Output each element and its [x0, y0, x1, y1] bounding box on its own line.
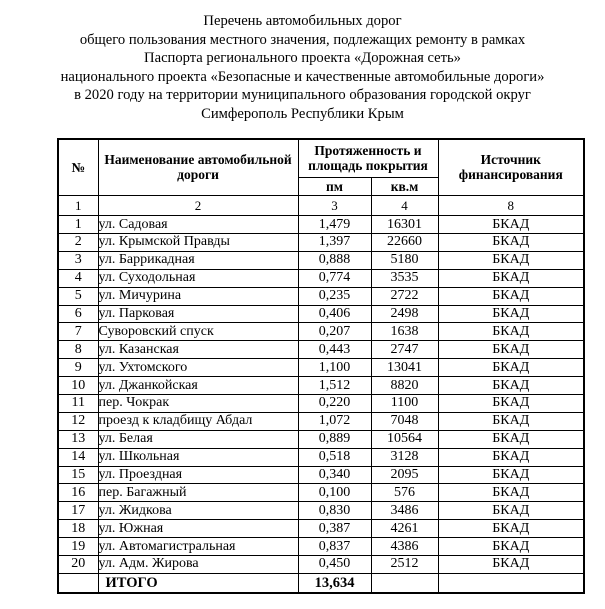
title-line: Симферополь Республики Крым: [201, 105, 404, 122]
funding-source: БКАД: [438, 341, 584, 359]
funding-source: БКАД: [438, 484, 584, 502]
total-row: [58, 573, 584, 593]
funding-source: БКАД: [438, 502, 584, 520]
table-row: [58, 287, 584, 305]
funding-source: БКАД: [438, 520, 584, 538]
row-number: 17: [58, 502, 98, 520]
road-name: проезд к кладбищу Абдал: [98, 412, 298, 430]
road-name: ул. Белая: [98, 430, 298, 448]
area-sqm: 22660: [371, 233, 438, 251]
area-sqm: 3535: [371, 269, 438, 287]
row-number: 1: [58, 216, 98, 234]
table-row: [58, 484, 584, 502]
table-row: [58, 251, 584, 269]
area-sqm: 13041: [371, 359, 438, 377]
row-number: 20: [58, 555, 98, 573]
area-sqm: 2095: [371, 466, 438, 484]
table-row: [58, 323, 584, 341]
area-sqm: 4386: [371, 538, 438, 556]
funding-source: БКАД: [438, 359, 584, 377]
title-line: национального проекта «Безопасные и качественные автомобильные дороги»: [60, 68, 545, 85]
area-sqm: 8820: [371, 377, 438, 395]
road-name: ул. Парковая: [98, 305, 298, 323]
funding-source: БКАД: [438, 538, 584, 556]
area-sqm: 2747: [371, 341, 438, 359]
row-number: 14: [58, 448, 98, 466]
title-line: Перечень автомобильных дорог: [203, 13, 402, 29]
length-pm: 0,830: [298, 502, 371, 520]
funding-source: БКАД: [438, 377, 584, 395]
funding-source: БКАД: [438, 555, 584, 573]
funding-source: БКАД: [438, 287, 584, 305]
document-title: [0, 0, 605, 124]
table-row: [58, 377, 584, 395]
table-row: [58, 359, 584, 377]
funding-source: БКАД: [438, 269, 584, 287]
row-number: 9: [58, 359, 98, 377]
table-row: [58, 502, 584, 520]
road-name: ул. Школьная: [98, 448, 298, 466]
title-line: в 2020 году на территории муниципального образования городской округ: [74, 87, 531, 104]
road-name: ул. Суходольная: [98, 269, 298, 287]
table-row: [58, 394, 584, 412]
row-number: 7: [58, 323, 98, 341]
row-number: 2: [58, 233, 98, 251]
road-name: ул. Мичурина: [98, 287, 298, 305]
row-number: 8: [58, 341, 98, 359]
col-header-pm: пм: [298, 178, 371, 196]
road-name: ул. Казанская: [98, 341, 298, 359]
funding-source: БКАД: [438, 305, 584, 323]
column-number: 4: [371, 196, 438, 216]
table-row: [58, 430, 584, 448]
title-line: Паспорта регионального проекта «Дорожная сеть»: [144, 50, 461, 67]
column-number: 3: [298, 196, 371, 216]
length-pm: 1,397: [298, 233, 371, 251]
roads-table: [57, 138, 585, 595]
length-pm: 0,443: [298, 341, 371, 359]
area-sqm: 2722: [371, 287, 438, 305]
length-pm: 0,100: [298, 484, 371, 502]
road-name: ул. Автомагистральная: [98, 538, 298, 556]
row-number: 4: [58, 269, 98, 287]
row-number: 11: [58, 394, 98, 412]
area-sqm: 16301: [371, 216, 438, 234]
road-name: ул. Ухтомского: [98, 359, 298, 377]
col-header-road-name: Наименование автомобильной дороги: [98, 139, 298, 196]
table-body: [58, 216, 584, 574]
area-sqm: 3486: [371, 502, 438, 520]
column-number: 8: [438, 196, 584, 216]
table-row: [58, 520, 584, 538]
road-name: ул. Баррикадная: [98, 251, 298, 269]
area-sqm: 10564: [371, 430, 438, 448]
length-pm: 1,512: [298, 377, 371, 395]
length-pm: 0,837: [298, 538, 371, 556]
funding-source: БКАД: [438, 233, 584, 251]
row-number: 5: [58, 287, 98, 305]
length-pm: 1,072: [298, 412, 371, 430]
col-header-extent-group: Протяженность и площадь покрытия: [298, 139, 438, 178]
road-name: ул. Жидкова: [98, 502, 298, 520]
length-pm: 0,340: [298, 466, 371, 484]
length-pm: 0,207: [298, 323, 371, 341]
header-row-main: [58, 139, 584, 178]
column-numbers-row: [58, 196, 584, 216]
area-sqm: 7048: [371, 412, 438, 430]
column-number: 2: [98, 196, 298, 216]
length-pm: 0,889: [298, 430, 371, 448]
area-sqm: 2498: [371, 305, 438, 323]
funding-source: БКАД: [438, 466, 584, 484]
table-row: [58, 412, 584, 430]
table-row: [58, 555, 584, 573]
total-label: ИТОГО: [98, 573, 298, 593]
road-name: Суворовский спуск: [98, 323, 298, 341]
road-name: ул. Адм. Жирова: [98, 555, 298, 573]
column-number: 1: [58, 196, 98, 216]
length-pm: 0,220: [298, 394, 371, 412]
table-row: [58, 448, 584, 466]
funding-source: БКАД: [438, 394, 584, 412]
length-pm: 0,387: [298, 520, 371, 538]
total-area-sqm: [371, 573, 438, 593]
col-header-sqm: кв.м: [371, 178, 438, 196]
road-name: пер. Чокрак: [98, 394, 298, 412]
area-sqm: 576: [371, 484, 438, 502]
length-pm: 0,774: [298, 269, 371, 287]
length-pm: 1,479: [298, 216, 371, 234]
row-number: 12: [58, 412, 98, 430]
funding-source: БКАД: [438, 251, 584, 269]
row-number: 6: [58, 305, 98, 323]
road-name: пер. Багажный: [98, 484, 298, 502]
row-number: 19: [58, 538, 98, 556]
road-name: ул. Проездная: [98, 466, 298, 484]
table-row: [58, 269, 584, 287]
table-row: [58, 216, 584, 234]
row-number: 16: [58, 484, 98, 502]
area-sqm: 4261: [371, 520, 438, 538]
funding-source: БКАД: [438, 412, 584, 430]
total-number-cell: [58, 573, 98, 593]
table-row: [58, 466, 584, 484]
length-pm: 0,518: [298, 448, 371, 466]
funding-source: БКАД: [438, 430, 584, 448]
area-sqm: 1638: [371, 323, 438, 341]
total-length-pm: 13,634: [298, 573, 371, 593]
length-pm: 1,100: [298, 359, 371, 377]
row-number: 15: [58, 466, 98, 484]
length-pm: 0,888: [298, 251, 371, 269]
length-pm: 0,406: [298, 305, 371, 323]
row-number: 10: [58, 377, 98, 395]
length-pm: 0,235: [298, 287, 371, 305]
road-name: ул. Джанкойская: [98, 377, 298, 395]
road-name: ул. Крымской Правды: [98, 233, 298, 251]
area-sqm: 2512: [371, 555, 438, 573]
table-row: [58, 305, 584, 323]
table-row: [58, 538, 584, 556]
funding-source: БКАД: [438, 323, 584, 341]
col-header-number: №: [58, 139, 98, 196]
total-funding-source: [438, 573, 584, 593]
table-row: [58, 233, 584, 251]
funding-source: БКАД: [438, 448, 584, 466]
row-number: 18: [58, 520, 98, 538]
row-number: 3: [58, 251, 98, 269]
title-line: общего пользования местного значения, подлежащих ремонту в рамках: [79, 31, 526, 48]
area-sqm: 3128: [371, 448, 438, 466]
length-pm: 0,450: [298, 555, 371, 573]
area-sqm: 1100: [371, 394, 438, 412]
col-header-funding-source: Источник финансирования: [438, 139, 584, 196]
funding-source: БКАД: [438, 216, 584, 234]
road-name: ул. Южная: [98, 520, 298, 538]
table-row: [58, 341, 584, 359]
road-name: ул. Садовая: [98, 216, 298, 234]
row-number: 13: [58, 430, 98, 448]
area-sqm: 5180: [371, 251, 438, 269]
